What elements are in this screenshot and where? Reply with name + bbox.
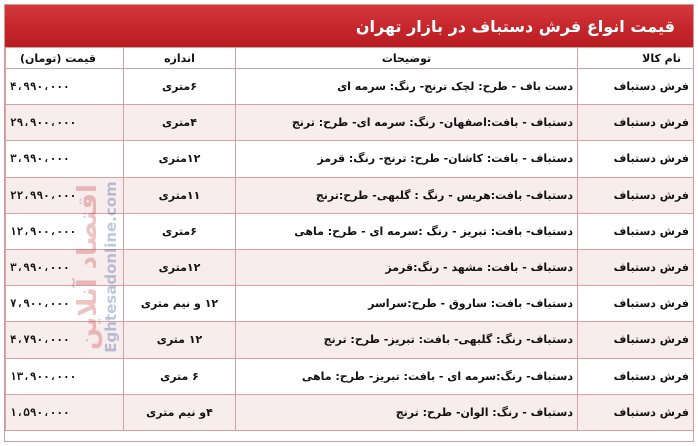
row-price: ۷،۹۰۰،۰۰۰ xyxy=(6,286,124,322)
table-row xyxy=(6,177,694,213)
row-size: ۴و نیم متری xyxy=(124,394,236,430)
row-size: ۱۲متری xyxy=(124,249,236,285)
page-title: قیمت انواع فرش دستباف در بازار تهران xyxy=(355,16,675,36)
row-description: دستباف - رنگ: الوان- طرح: ترنج xyxy=(236,394,578,430)
header-price: قیمت (تومان) xyxy=(6,48,124,69)
row-name: فرش دستباف xyxy=(578,105,694,141)
table-row xyxy=(6,249,694,285)
header-name: نام کالا xyxy=(578,48,694,69)
price-table xyxy=(5,47,694,431)
row-description: دستباف - بافت: کاشان- طرح: ترنج- رنگ: قرمز xyxy=(236,141,578,177)
watermark-text: اقتصاد آنلاین xyxy=(73,184,103,350)
row-description: دستباف- بافت:هریس - رنگ : گلبهی- طرح:ترنج xyxy=(236,177,578,213)
row-name: فرش دستباف xyxy=(578,249,694,285)
row-size: ۴متری xyxy=(124,105,236,141)
row-price: ۲۹،۹۰۰،۰۰۰ xyxy=(6,105,124,141)
row-price: ۱،۵۹۰،۰۰۰ xyxy=(6,394,124,430)
row-description: دستباف- بافت: تبریز - رنگ :سرمه ای - طرح: ماهی xyxy=(236,213,578,249)
watermark-url: Eghtesadonline.com xyxy=(102,181,120,353)
row-price: ۴،۷۹۰،۰۰۰ xyxy=(6,322,124,358)
table-row xyxy=(6,105,694,141)
table-row xyxy=(6,394,694,430)
row-description: دستباف - بافت: مشهد - رنگ:قرمز xyxy=(236,249,578,285)
row-description: دستباف- بافت: ساروق - طرح:سراسر xyxy=(236,286,578,322)
row-size: ۱۲ و نیم متری xyxy=(124,286,236,322)
row-size: ۱۱متری xyxy=(124,177,236,213)
table-row xyxy=(6,213,694,249)
row-price: ۲۲،۹۹۰،۰۰۰ xyxy=(6,177,124,213)
table-row xyxy=(6,286,694,322)
row-price: ۳،۹۹۰،۰۰۰ xyxy=(6,141,124,177)
row-size: ۱۲ متری xyxy=(124,322,236,358)
row-price: ۳،۹۹۰،۰۰۰ xyxy=(6,249,124,285)
row-name: فرش دستباف xyxy=(578,394,694,430)
header-size: اندازه xyxy=(124,48,236,69)
table-row xyxy=(6,322,694,358)
row-name: فرش دستباف xyxy=(578,141,694,177)
row-size: ۶متری xyxy=(124,213,236,249)
table-row xyxy=(6,358,694,394)
table-header-row xyxy=(6,48,694,69)
row-name: فرش دستباف xyxy=(578,358,694,394)
table-row xyxy=(6,141,694,177)
row-description: دستباف- رنگ:سرمه ای - بافت: تبریز- طرح: ماهی xyxy=(236,358,578,394)
row-size: ۶متری xyxy=(124,69,236,105)
row-description: دستباف - بافت:اصفهان- رنگ: سرمه ای- طرح: ترنج xyxy=(236,105,578,141)
row-name: فرش دستباف xyxy=(578,286,694,322)
title-bar xyxy=(5,5,693,47)
row-price: ۱۲،۹۰۰،۰۰۰ xyxy=(6,213,124,249)
row-name: فرش دستباف xyxy=(578,322,694,358)
row-name: فرش دستباف xyxy=(578,213,694,249)
row-size: ۶ متری xyxy=(124,358,236,394)
row-description: دست باف - طرح: لچک ترنج- رنگ: سرمه ای xyxy=(236,69,578,105)
table-row xyxy=(6,69,694,105)
row-description: دستباف- رنگ: گلبهی- بافت: تبریز- طرح: ترنج xyxy=(236,322,578,358)
price-table-card xyxy=(4,4,694,442)
row-name: فرش دستباف xyxy=(578,69,694,105)
row-name: فرش دستباف xyxy=(578,177,694,213)
header-description: توضیحات xyxy=(236,48,578,69)
row-size: ۱۲متری xyxy=(124,141,236,177)
row-price: ۱۳،۹۰۰،۰۰۰ xyxy=(6,358,124,394)
row-price: ۴،۹۹۰،۰۰۰ xyxy=(6,69,124,105)
